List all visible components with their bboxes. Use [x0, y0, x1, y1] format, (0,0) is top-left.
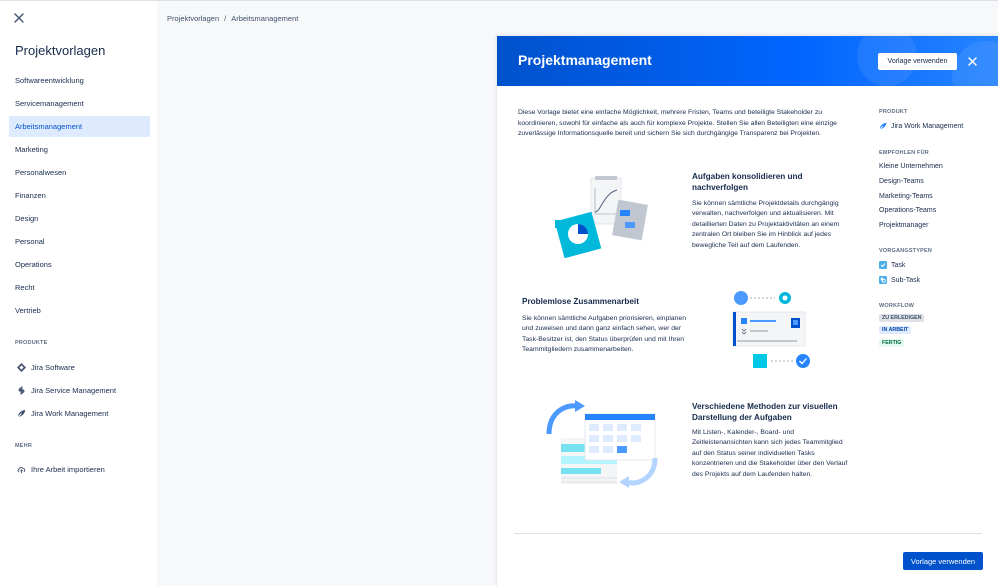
breadcrumb-current: Arbeitsmanagement [231, 14, 299, 23]
more-heading: MEHR [15, 443, 32, 449]
sidebar-item-operations[interactable]: Operations [15, 260, 52, 269]
more-list [9, 459, 150, 482]
feature-title: Problemlose Zusammenarbeit [522, 297, 639, 306]
jira-software-icon [17, 363, 26, 372]
feature-title: Aufgaben konsolidieren und nachverfolgen [692, 172, 803, 192]
template-detail-modal [497, 36, 998, 586]
use-template-button-top[interactable]: Vorlage verwenden [878, 53, 957, 70]
sidebar-product-jira-work-management[interactable] [9, 403, 150, 424]
product-list [9, 357, 150, 426]
product-heading: PRODUKT [879, 109, 908, 115]
sidebar-item-arbeitsmanagement[interactable]: Arbeitsmanagement [9, 116, 150, 137]
subtask-icon [879, 276, 887, 284]
template-description: Diese Vorlage bietet eine einfache Möglichkeit, mehrere Fristen, Teams und beteiligte Stakeholder zu koordinieren, sowohl für einfache als auch für komplexe Projekte. Stellen Sie allen Beteiligten eine einzige zuverlässige Informationsquelle bereit und sichern Sie sich durchgängige Transparenz bei Projekten. [518, 109, 837, 138]
feature-description: Mit Listen-, Kalender-, Board- und Zeitleistenansichten kann sich jedes Teammitglied auf den Status seiner individuellen Tasks konzentrieren und die Stakeholder über den Verlauf des Projekts auf dem Laufenden halten. [692, 429, 848, 478]
products-heading: PRODUKTE [15, 340, 48, 346]
jira-work-management-icon [17, 409, 26, 418]
sidebar-item-marketing[interactable]: Marketing [15, 145, 48, 154]
status-badge-done: FERTIG [879, 339, 904, 347]
issue-type-label: Sub-Task [891, 276, 921, 284]
use-template-button[interactable]: Vorlage verwenden [903, 552, 983, 570]
feature-description: Sie können sämtliche Aufgaben priorisieren, einplanen und zuweisen und dann ganz einfach sehen, wer der Task-Besitzer ist, den Status überprüfen und mit Ihren Teammitgliedern zusammenarbeiten. [522, 315, 686, 354]
recommended-item: Projektmanager [879, 222, 929, 229]
issue-type-subtask [879, 276, 920, 284]
sidebar-item-personal[interactable]: Personal [15, 237, 45, 246]
sidebar [0, 0, 157, 586]
sidebar-import-work[interactable] [9, 459, 150, 480]
jira-work-management-icon [879, 122, 887, 130]
sidebar-item-recht[interactable]: Recht [15, 283, 35, 292]
recommended-item: Operations-Teams [879, 207, 937, 214]
visualize-illustration [543, 398, 661, 490]
product-label: Jira Service Management [31, 386, 117, 395]
breadcrumb-root[interactable]: Projektvorlagen [167, 14, 220, 23]
modal-header [497, 36, 998, 86]
recommended-item: Kleine Unternehmen [879, 163, 943, 170]
product-name: Jira Work Management [891, 122, 964, 130]
sidebar-item-vertrieb[interactable]: Vertrieb [15, 306, 41, 315]
feature-title: Verschiedene Methoden zur visuellen Darstellung der Aufgaben [692, 402, 838, 422]
modal-footer-divider [514, 533, 982, 534]
product-label: Jira Software [31, 363, 75, 372]
issue-type-label: Task [891, 261, 906, 269]
recommended-item: Marketing-Teams [879, 193, 933, 200]
status-badge-todo: ZU ERLEDIGEN [879, 314, 924, 322]
sidebar-item-design[interactable]: Design [15, 214, 39, 223]
feature-description: Sie können sämtliche Projektdetails durchgängig verwalten, nachverfolgen und aktualisieren. Mit detaillierten Daten zu Projektaktivitäten an einem zentralen Ort bleiben Sie im Hinblick auf jedes bewegliche Teil auf dem Laufenden. [692, 200, 840, 249]
sidebar-item-servicemanagement[interactable]: Servicemanagement [15, 99, 84, 108]
top-border [157, 0, 998, 1]
consolidate-illustration [555, 172, 653, 260]
issue-type-task [879, 261, 905, 269]
product-label: Jira Work Management [31, 409, 109, 418]
breadcrumb-separator: / [224, 14, 227, 23]
recommended-item: Design-Teams [879, 178, 924, 185]
collaboration-illustration [727, 288, 819, 374]
sidebar-title: Projektvorlagen [15, 43, 106, 58]
issue-types-heading: VORGANGSTYPEN [879, 248, 933, 254]
close-icon[interactable] [966, 55, 979, 68]
breadcrumb [167, 14, 298, 23]
category-list [9, 70, 150, 323]
jira-service-management-icon [17, 386, 26, 395]
task-icon [879, 261, 887, 269]
status-badge-in-progress: IN ARBEIT [879, 326, 911, 334]
close-icon[interactable] [12, 11, 26, 25]
sidebar-item-softwareentwicklung[interactable]: Softwareentwicklung [15, 76, 84, 85]
more-label: Ihre Arbeit importieren [31, 465, 105, 474]
sidebar-product-jira-service-management[interactable] [9, 380, 150, 401]
product-value [879, 122, 963, 130]
sidebar-product-jira-software[interactable] [9, 357, 150, 378]
workflow-heading: WORKFLOW [879, 303, 915, 309]
cloud-upload-icon [17, 465, 26, 474]
sidebar-item-finanzen[interactable]: Finanzen [15, 191, 46, 200]
recommended-heading: EMPFOHLEN FÜR [879, 150, 929, 156]
sidebar-item-personalwesen[interactable]: Personalwesen [15, 168, 67, 177]
modal-title: Projektmanagement [518, 52, 652, 68]
